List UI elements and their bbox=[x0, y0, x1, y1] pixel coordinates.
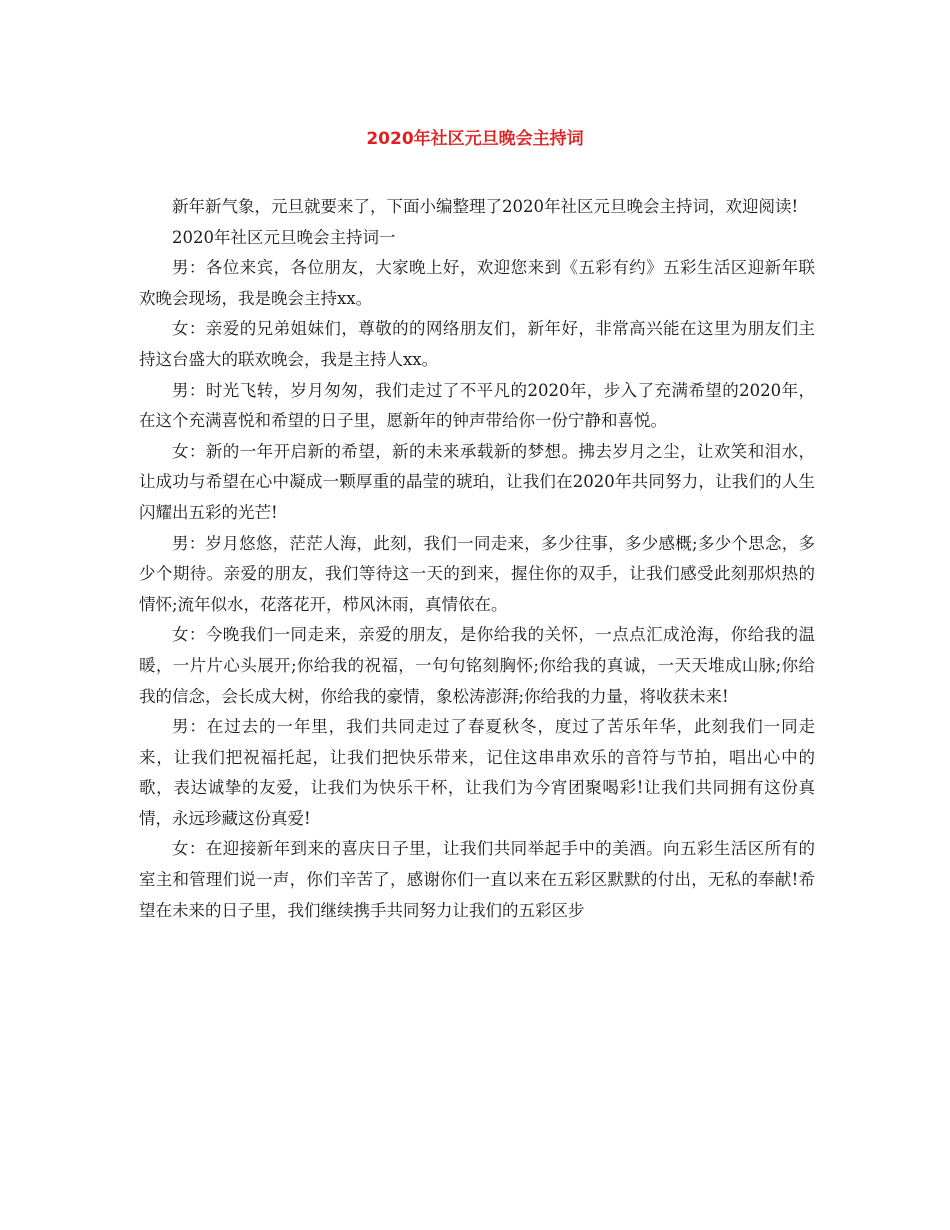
paragraph: 女：在迎接新年到来的喜庆日子里，让我们共同举起手中的美酒。向五彩生活区所有的室主和管理们说一声，你们辛苦了，感谢你们一直以来在五彩区默默的付出，无私的奉献!希望在未来的日子里，我们继续携手共同努力让我们的五彩区步 bbox=[139, 839, 815, 920]
section-heading: 2020年社区元旦晚会主持词一 bbox=[172, 227, 396, 247]
document-body bbox=[139, 192, 815, 926]
paragraph: 男：在过去的一年里，我们共同走过了春夏秋冬，度过了苦乐年华，此刻我们一同走来，让我们把祝福托起，让我们把快乐带来，记住这串串欢乐的音符与节拍，唱出心中的歌，表达诚挚的友爱，让我们为快乐干杯，让我们为今宵团聚喝彩!让我们共同拥有这份真情，永远珍藏这份真爱! bbox=[139, 717, 815, 828]
paragraph: 女：新的一年开启新的希望，新的未来承载新的梦想。拂去岁月之尘，让欢笑和泪水，让成功与希望在心中凝成一颗厚重的晶莹的琥珀，让我们在2020年共同努力，让我们的人生闪耀出五彩的光芒! bbox=[139, 441, 815, 522]
paragraph: 男：岁月悠悠，茫茫人海，此刻，我们一同走来，多少往事，多少感概;多少个思念，多少个期待。亲爱的朋友，我们等待这一天的到来，握住你的双手，让我们感受此刻那炽热的情怀;流年似水，花落花开，栉风沐雨，真情依在。 bbox=[139, 533, 815, 614]
paragraph: 男：时光飞转，岁月匆匆，我们走过了不平凡的2020年，步入了充满希望的2020年，在这个充满喜悦和希望的日子里，愿新年的钟声带给你一份宁静和喜悦。 bbox=[139, 380, 815, 431]
document-title: 2020年社区元旦晚会主持词 bbox=[366, 129, 584, 149]
paragraph: 女：今晚我们一同走来，亲爱的朋友，是你给我的关怀，一点点汇成沧海，你给我的温暖，一片片心头展开;你给我的祝福，一句句铭刻胸怀;你给我的真诚，一天天堆成山脉;你给我的信念，会长成大树，你给我的豪情，象松涛澎湃;你给我的力量，将收获未来! bbox=[139, 625, 815, 706]
paragraph: 女：亲爱的兄弟姐妹们，尊敬的的网络朋友们，新年好，非常高兴能在这里为朋友们主持这台盛大的联欢晚会，我是主持人xx。 bbox=[139, 319, 815, 369]
paragraph-intro: 新年新气象，元旦就要来了，下面小编整理了2020年社区元旦晚会主持词，欢迎阅读! bbox=[172, 197, 799, 216]
paragraph: 男：各位来宾，各位朋友，大家晚上好，欢迎您来到《五彩有约》五彩生活区迎新年联欢晚会现场，我是晚会主持xx。 bbox=[139, 258, 815, 308]
